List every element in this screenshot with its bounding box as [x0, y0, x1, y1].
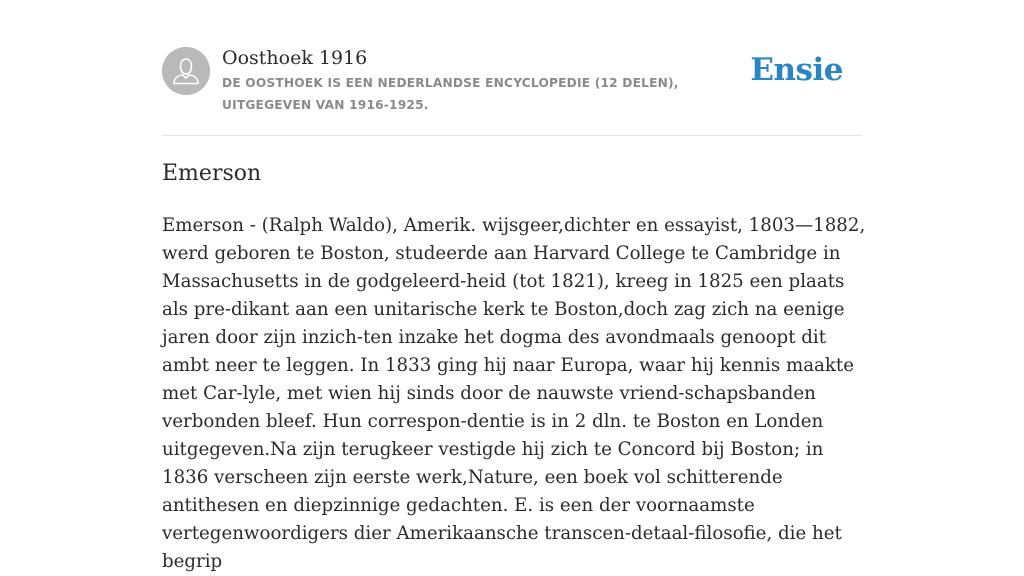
header-divider — [162, 135, 862, 136]
source-name[interactable]: Oosthoek 1916 — [222, 47, 368, 69]
source-description: DE OOSTHOEK IS EEN NEDERLANDSE ENCYCLOPEDIE (12 DELEN), UITGEGEVEN VAN 1916-1925. — [222, 76, 679, 112]
user-silhouette-icon[interactable] — [162, 47, 210, 95]
article-body: Emerson - (Ralph Waldo), Amerik. wijsgeer,dichter en essayist, 1803—1882, werd geboren te Boston, studeerde aan Harvard College te Cambridge in Massachusetts in de godgeleerd-heid (tot 1821), kreeg in 1825 een plaats als pre-dikant aan een unitarische kerk te Boston,doch zag zich na eenige jaren door zijn inzich-ten inzake het dogma des avondmaals genoopt dit ambt neer te leggen. In 1833 ging hij naar Europa, waar hij kennis maakte met Car-lyle, met wien hij sinds door de nauwste vriend-schapsbanden verbonden bleef. Hun correspon-dentie is in 2 dln. te Boston en Londen uitgegeven.Na zijn terugkeer vestigde hij zich te Concord bij Boston; in 1836 verscheen zijn eerste werk,Nature, een boek vol schitterende antithesen en diepzinnige gedachten. E. is een der voornaamste vertegenwoordigers dier Amerikaansche transcen-detaal-filosofie, die het begrip — [162, 215, 866, 572]
ensie-logo[interactable]: Ensie — [750, 52, 843, 88]
article-title: Emerson — [162, 161, 262, 186]
source-header — [162, 46, 862, 116]
